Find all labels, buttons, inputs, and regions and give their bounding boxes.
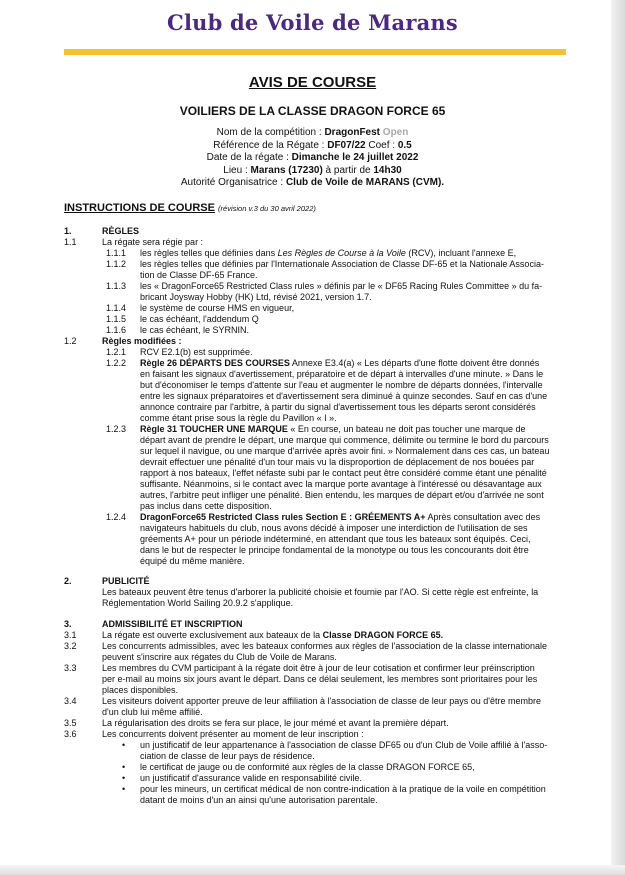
competition-line: Nom de la compétition : DragonFest Open [216, 127, 409, 138]
section-number: 3.6 [64, 729, 77, 739]
item-text: comme étant prise sous la règle du Pavillon « I ». [140, 413, 337, 423]
list-item: pour les mineurs, un certificat médical de non contre-indication à la pratique de la voile en compétition [140, 784, 546, 794]
item-text: le système de course HMS en vigueur, [140, 303, 295, 313]
item-text: autres, l'arbitre peut infliger une pénalité. Bien entendu, les marques de départ et/ou d'arrivée ne sont [140, 490, 544, 500]
date-line: Date de la régate : Dimanche le 24 juillet 2022 [206, 152, 419, 164]
section-number: 3.3 [64, 663, 77, 673]
item-text: RCV E2.1(b) est supprimée. [140, 347, 253, 357]
reference-line: Référence de la Régate : DF07/22 Coef : 0.5 [213, 139, 412, 151]
item-text: but d'économiser le temps d'attente sur l'eau et augmenter le nombre de départs données, l'intervalle [140, 380, 543, 390]
item-text: en faisant les signaux d'avertissement, préparatoire et de départ à intervalles d'une minute. » Dans le [140, 369, 544, 379]
section-title: RÈGLES [102, 226, 140, 236]
item-number: 1.2.4 [106, 512, 127, 522]
list-item: un justificatif d'assurance valide en responsabilité civile. [140, 773, 362, 783]
item-text: gréements A+ pour un période indéterminé, en attendant que tous les bateaux sont équipés. Ceci, [140, 534, 531, 544]
item-text: tion de Classe DF-65 France. [140, 270, 258, 280]
item-text: les règles telles que définies par l'Internationale Association de Classe DF-65 et la Nationale Associa- [140, 259, 544, 269]
header-divider [64, 49, 566, 55]
paragraph-text: La régularisation des droits se fera sur place, le jour mémé et avant la première départ. [102, 718, 449, 728]
paragraph-text: Les membres du CVM participant à la régate doit être à jour de leur cotisation et confirmer leur préinscription [102, 663, 535, 673]
list-item: un justificatif de leur appartenance à l'association de classe DF65 ou d'un Club de Voile affilié à l'asso- [140, 740, 548, 750]
subtitle: VOILIERS DE LA CLASSE DRAGON FORCE 65 [179, 104, 446, 118]
item-text: suffisante. Néanmoins, si le contact avec la marque porte avantage à l'intéressé ou désavantage aux [140, 479, 542, 489]
bullet-icon: • [122, 773, 126, 783]
paragraph-text: Les bateaux peuvent être tenus d'arborer la publicité choisie et fournie par l'AO. Si cette règle est enfreinte, la [102, 587, 539, 597]
section-number: 2. [64, 576, 72, 586]
item-number: 1.2.2 [106, 358, 127, 368]
bullet-icon: • [122, 762, 126, 772]
paragraph-text: La régate est ouverte exclusivement aux bateaux de la Classe DRAGON FORCE 65. [102, 630, 444, 640]
list-item: datant de moins d'un an ainsi qu'une autorisation parentale. [140, 795, 378, 805]
item-text: navigateurs habituels du club, nous avons décidé à imposer une interdiction de l'utilisation de ses [140, 523, 528, 533]
item-text: les règles telles que définies dans Les Règles de Course à la Voile (RCV), incluant l'annexe E, [140, 248, 517, 258]
section-number: 3.1 [64, 630, 77, 640]
list-item: ciation de classe de leur pays de résidence. [140, 751, 315, 761]
item-text: dans le but de respecter le principe fondamental de la monotype ou tous les concourants doit être [140, 545, 529, 555]
item-number: 1.1.4 [106, 303, 127, 313]
section-number: 3.5 [64, 718, 77, 728]
instructions-heading: INSTRUCTIONS DE COURSE (révision v.3 du 30 avril 2022) [64, 202, 316, 214]
item-text: pas inclus dans cette disposition. [140, 501, 272, 511]
item-number: 1.1.5 [106, 314, 127, 324]
item-text: devrait effectuer une pénalité d'un tour mais vu la disproportion de déplacement de nos bouées par [140, 457, 535, 467]
item-number: 1.1.6 [106, 325, 127, 335]
section-title: ADMISSIBILITÉ ET INSCRIPTION [102, 619, 243, 629]
item-text: bricant Joysway Hobby (HK) Ltd, révisé 2021, version 1.7. [140, 292, 372, 302]
paragraph-text: Les concurrents doivent présenter au moment de leur inscription : [102, 729, 364, 739]
section-number: 3.4 [64, 696, 77, 706]
item-text: entre les signaux préparatoires et d'avertissement sera diminué à quinze secondes. Sauf en cas d'une [140, 391, 548, 401]
subsection-title: Règles modifiées : [102, 336, 182, 346]
bullet-icon: • [122, 784, 126, 794]
item-text: Règle 26 DÉPARTS DES COURSES Annexe E3.4(a) « Les départs d'une flotte doivent être donnés [140, 358, 540, 368]
paragraph-text: Les visiteurs doivent apporter preuve de leur affiliation à l'association de classe de leur pays ou d'être membre [102, 696, 542, 706]
item-number: 1.2.1 [106, 347, 127, 357]
item-text: DragonForce65 Restricted Class rules Section E : GRÉEMENTS A+ Après consultation avec des [140, 512, 541, 522]
lieu-line: Lieu : Marans (17230) à partir de 14h30 [223, 164, 402, 176]
item-number: 1.1.1 [106, 248, 127, 258]
page-edge-shadow-bottom [0, 865, 625, 875]
item-text: départ avant de prendre le départ, une marque qui commence, délimite ou termine le bord du parcours [140, 435, 549, 445]
paragraph-text: peuvent s'inscrire aux régates du Club de Voile de Marans. [102, 652, 337, 662]
item-number: 1.1.2 [106, 259, 127, 269]
item-text: Règle 31 TOUCHER UNE MARQUE « En course, un bateau ne doit pas toucher une marque de [140, 424, 526, 434]
list-item: le certificat de jauge ou de conformité aux règles de la classe DRAGON FORCE 65, [140, 762, 475, 772]
paragraph-text: per e-mail au moins six jours avant le départ. Dans ce délai seulement, les membres sont prioritaires pour les [102, 674, 538, 684]
paragraph-text: d'un club lui même affilié. [102, 707, 203, 717]
item-text: le cas échéant, l'addendum Q [140, 314, 259, 324]
item-number: 1.2.3 [106, 424, 127, 434]
section-number: 3. [64, 619, 72, 629]
avis-title: AVIS DE COURSE [248, 74, 377, 91]
item-text: sur lequel il navigue, ou une marque d'arrivée après avoir fini. » Normalement dans ces cas, un bateau [140, 446, 550, 456]
section-number: 1. [64, 226, 72, 236]
paragraph-text: Les concurrents admissibles, avec les bateaux conformes aux règles de l'association de la classe internationale [102, 641, 547, 651]
competition-info [0, 127, 625, 190]
bullet-icon: • [122, 740, 126, 750]
section-number: 1.1 [64, 237, 77, 247]
autorite-line: Autorité Organisatrice : Club de Voile de MARANS (CVM). [180, 177, 445, 189]
item-text: annonce contraire par l'arbitre, à partir du signal d'avertissement tous les départs seront considérés [140, 402, 536, 412]
item-text: le cas échéant, le SYRNIN. [140, 325, 250, 335]
club-title: Club de Voile de Marans [167, 10, 458, 35]
paragraph-text: La régate sera régie par : [102, 237, 204, 247]
section-number: 1.2 [64, 336, 77, 346]
item-text: rapport à nos bateaux, l'effet néfaste subi par le contact peut être considéré comme étant une pénalité [140, 468, 547, 478]
item-number: 1.1.3 [106, 281, 127, 291]
section-number: 3.2 [64, 641, 77, 651]
paragraph-text: Réglementation World Sailing 20.9.2 s'applique. [102, 598, 294, 608]
item-text: équipé du même manière. [140, 556, 245, 566]
paragraph-text: places disponibles. [102, 685, 179, 695]
item-text: les « DragonForce65 Restricted Class rules » définis par le « DF65 Racing Rules Committee » du fa- [140, 281, 543, 291]
section-title: PUBLICITÉ [102, 576, 150, 586]
